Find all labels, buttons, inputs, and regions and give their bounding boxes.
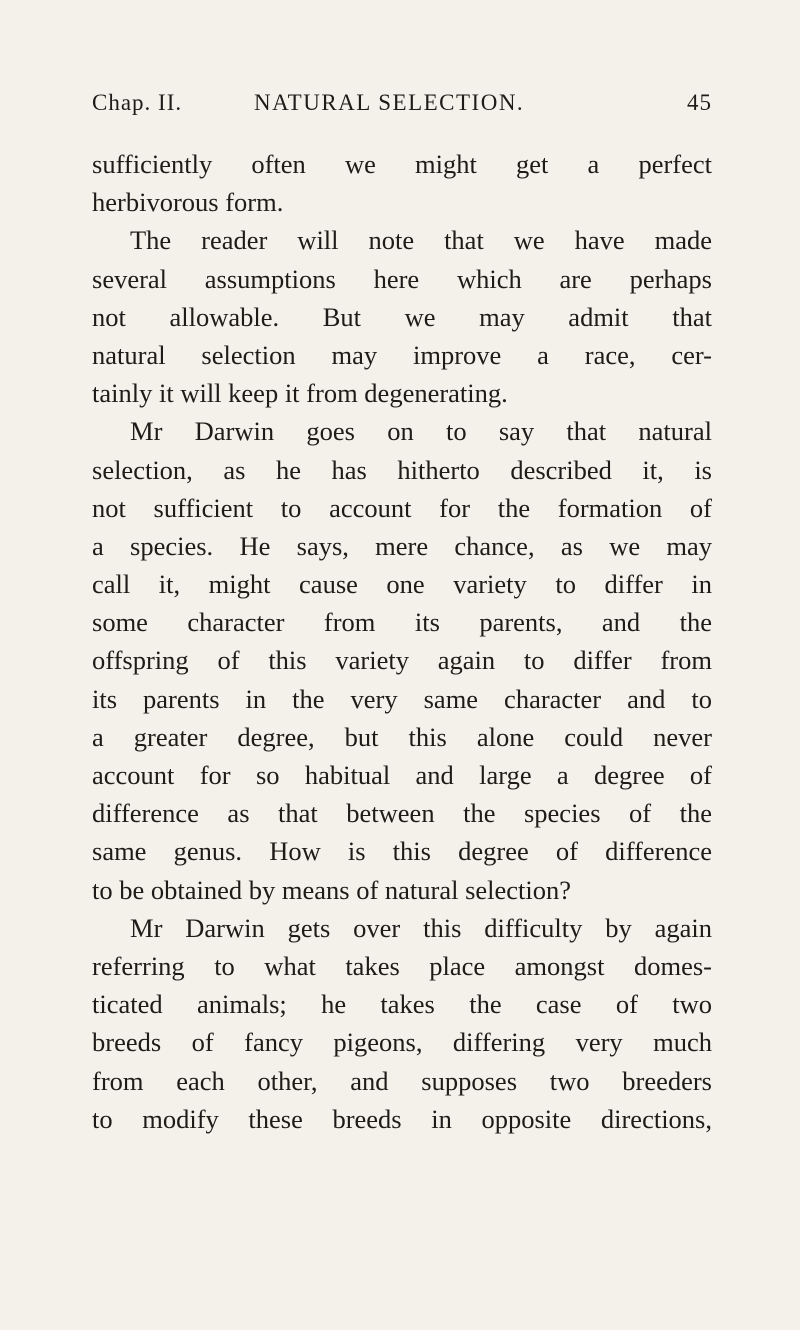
- text-line: some character from its parents, and the: [92, 607, 712, 638]
- text-line: breeds of fancy pigeons, differing very much: [92, 1027, 712, 1058]
- text-line: Mr Darwin goes on to say that natural: [130, 416, 712, 447]
- text-line: The reader will note that we have made: [130, 225, 712, 256]
- text-line: account for so habitual and large a degree of: [92, 760, 712, 790]
- text-line: offspring of this variety again to differ from: [92, 645, 712, 676]
- text-line: several assumptions here which are perhaps: [92, 263, 712, 294]
- text-line: call it, might cause one variety to differ in: [92, 569, 712, 600]
- text-line: sufficiently often we might get a perfect: [92, 149, 712, 179]
- text-line: not allowable. But we may admit that: [92, 301, 712, 332]
- text-line: a species. He says, mere chance, as we may: [92, 530, 712, 561]
- text-line: a greater degree, but this alone could never: [92, 721, 712, 752]
- text-line: to be obtained by means of natural selection?: [92, 874, 572, 905]
- text-line: Mr Darwin gets over this difficulty by again: [130, 912, 712, 943]
- text-line: natural selection may improve a race, cer-: [92, 339, 712, 370]
- text-line: ticated animals; he takes the case of two: [92, 989, 712, 1020]
- text-line: not sufficient to account for the formation of: [92, 492, 712, 523]
- text-line: herbivorous form.: [92, 187, 284, 218]
- text-line: selection, as he has hitherto described it, is: [92, 454, 712, 485]
- text-line: to modify these breeds in opposite directions,: [92, 1103, 712, 1134]
- chapter-label: Chap. II.: [92, 90, 183, 115]
- text-line: its parents in the very same character and to: [92, 683, 712, 714]
- running-head: [92, 90, 712, 130]
- text-line: same genus. How is this degree of difference: [92, 836, 712, 867]
- text-line: difference as that between the species of the: [92, 798, 712, 829]
- body-text: [92, 145, 712, 1138]
- text-line: referring to what takes place amongst domes-: [92, 950, 712, 981]
- page-number: 45: [687, 90, 712, 115]
- text-line: from each other, and supposes two breeders: [92, 1065, 712, 1096]
- chapter-title: NATURAL SELECTION.: [254, 90, 525, 115]
- text-line: tainly it will keep it from degenerating.: [92, 378, 508, 409]
